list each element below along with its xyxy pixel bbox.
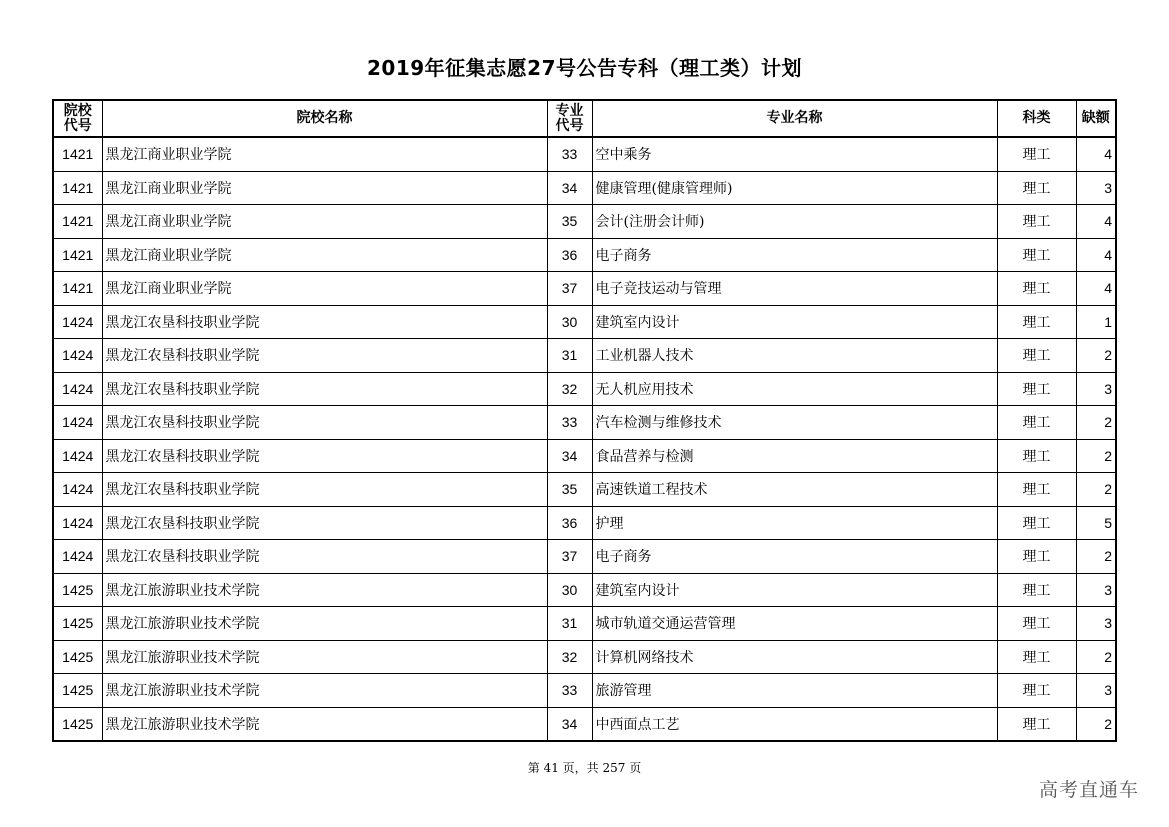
quota-cell: 5	[1076, 506, 1116, 540]
major-code-cell: 30	[547, 573, 592, 607]
major-code-cell: 37	[547, 540, 592, 574]
major-name-cell: 空中乘务	[592, 137, 997, 171]
major-code-cell: 36	[547, 238, 592, 272]
category-cell: 理工	[997, 607, 1076, 641]
major-name-cell: 电子商务	[592, 238, 997, 272]
category-cell: 理工	[997, 205, 1076, 239]
quota-cell: 2	[1076, 439, 1116, 473]
table-header-row	[53, 100, 1116, 137]
category-cell: 理工	[997, 272, 1076, 306]
major-code-cell: 33	[547, 674, 592, 708]
school-code-cell: 1425	[53, 607, 102, 641]
major-code-cell: 34	[547, 439, 592, 473]
major-name-cell: 会计(注册会计师)	[592, 205, 997, 239]
school-name-cell: 黑龙江旅游职业技术学院	[102, 573, 547, 607]
school-name-cell: 黑龙江商业职业学院	[102, 272, 547, 306]
category-cell: 理工	[997, 171, 1076, 205]
quota-cell: 2	[1076, 640, 1116, 674]
school-name-cell: 黑龙江旅游职业技术学院	[102, 607, 547, 641]
major-code-cell: 32	[547, 640, 592, 674]
school-name-cell: 黑龙江农垦科技职业学院	[102, 506, 547, 540]
category-cell: 理工	[997, 640, 1076, 674]
table-row	[53, 707, 1116, 741]
school-name-cell: 黑龙江商业职业学院	[102, 238, 547, 272]
category-cell: 理工	[997, 339, 1076, 373]
table-body	[53, 137, 1116, 741]
category-cell: 理工	[997, 540, 1076, 574]
header-quota: 缺额	[1076, 100, 1116, 137]
table-row	[53, 272, 1116, 306]
header-school-name: 院校名称	[102, 100, 547, 137]
table-row	[53, 506, 1116, 540]
table-row	[53, 372, 1116, 406]
major-name-cell: 护理	[592, 506, 997, 540]
major-name-cell: 食品营养与检测	[592, 439, 997, 473]
quota-cell: 3	[1076, 674, 1116, 708]
school-code-cell: 1425	[53, 573, 102, 607]
major-code-cell: 37	[547, 272, 592, 306]
quota-cell: 4	[1076, 238, 1116, 272]
major-name-cell: 电子竞技运动与管理	[592, 272, 997, 306]
school-name-cell: 黑龙江农垦科技职业学院	[102, 372, 547, 406]
quota-cell: 3	[1076, 171, 1116, 205]
header-school-code	[53, 100, 102, 137]
quota-cell: 2	[1076, 339, 1116, 373]
school-code-cell: 1424	[53, 473, 102, 507]
school-name-cell: 黑龙江旅游职业技术学院	[102, 707, 547, 741]
category-cell: 理工	[997, 506, 1076, 540]
table-row	[53, 607, 1116, 641]
major-name-cell: 计算机网络技术	[592, 640, 997, 674]
school-code-cell: 1421	[53, 238, 102, 272]
page-number-footer: 第 41 页，共 257 页	[527, 761, 642, 775]
quota-cell: 3	[1076, 573, 1116, 607]
school-name-cell: 黑龙江农垦科技职业学院	[102, 439, 547, 473]
school-code-cell: 1425	[53, 707, 102, 741]
table-row	[53, 573, 1116, 607]
major-name-cell: 旅游管理	[592, 674, 997, 708]
school-name-cell: 黑龙江商业职业学院	[102, 137, 547, 171]
table-row	[53, 238, 1116, 272]
school-name-cell: 黑龙江旅游职业技术学院	[102, 640, 547, 674]
major-code-cell: 30	[547, 305, 592, 339]
category-cell: 理工	[997, 473, 1076, 507]
quota-cell: 4	[1076, 137, 1116, 171]
school-code-cell: 1424	[53, 406, 102, 440]
school-code-cell: 1424	[53, 372, 102, 406]
quota-cell: 4	[1076, 272, 1116, 306]
school-code-cell: 1424	[53, 506, 102, 540]
table-row	[53, 339, 1116, 373]
header-category: 科类	[997, 100, 1076, 137]
quota-cell: 1	[1076, 305, 1116, 339]
school-name-cell: 黑龙江农垦科技职业学院	[102, 540, 547, 574]
school-code-cell: 1425	[53, 674, 102, 708]
school-code-cell: 1424	[53, 540, 102, 574]
major-name-cell: 高速铁道工程技术	[592, 473, 997, 507]
quota-cell: 2	[1076, 406, 1116, 440]
school-code-cell: 1421	[53, 272, 102, 306]
category-cell: 理工	[997, 573, 1076, 607]
quota-cell: 2	[1076, 473, 1116, 507]
table-row	[53, 406, 1116, 440]
quota-cell: 2	[1076, 540, 1116, 574]
category-cell: 理工	[997, 137, 1076, 171]
school-code-cell: 1421	[53, 137, 102, 171]
table-row	[53, 674, 1116, 708]
major-code-cell: 34	[547, 171, 592, 205]
major-name-cell: 汽车检测与维修技术	[592, 406, 997, 440]
table-row	[53, 137, 1116, 171]
major-name-cell: 电子商务	[592, 540, 997, 574]
major-code-cell: 31	[547, 339, 592, 373]
quota-cell: 2	[1076, 707, 1116, 741]
header-school-code-line2: 代号	[63, 117, 92, 134]
major-code-cell: 32	[547, 372, 592, 406]
major-name-cell: 工业机器人技术	[592, 339, 997, 373]
school-name-cell: 黑龙江旅游职业技术学院	[102, 674, 547, 708]
category-cell: 理工	[997, 372, 1076, 406]
major-code-cell: 35	[547, 205, 592, 239]
quota-cell: 3	[1076, 372, 1116, 406]
major-name-cell: 建筑室内设计	[592, 305, 997, 339]
category-cell: 理工	[997, 238, 1076, 272]
table-row	[53, 205, 1116, 239]
category-cell: 理工	[997, 707, 1076, 741]
school-code-cell: 1421	[53, 205, 102, 239]
category-cell: 理工	[997, 406, 1076, 440]
school-name-cell: 黑龙江农垦科技职业学院	[102, 305, 547, 339]
enrollment-plan-table	[52, 99, 1117, 742]
school-code-cell: 1424	[53, 439, 102, 473]
school-code-cell: 1421	[53, 171, 102, 205]
school-name-cell: 黑龙江商业职业学院	[102, 205, 547, 239]
table-row	[53, 305, 1116, 339]
major-code-cell: 36	[547, 506, 592, 540]
major-name-cell: 城市轨道交通运营管理	[592, 607, 997, 641]
table-row	[53, 540, 1116, 574]
school-name-cell: 黑龙江农垦科技职业学院	[102, 406, 547, 440]
major-code-cell: 31	[547, 607, 592, 641]
school-name-cell: 黑龙江商业职业学院	[102, 171, 547, 205]
header-school-code-line1: 院校	[63, 102, 92, 119]
table-row	[53, 473, 1116, 507]
watermark-text: 高考直通车	[1038, 779, 1139, 801]
header-major-code	[547, 100, 592, 137]
major-code-cell: 34	[547, 707, 592, 741]
school-name-cell: 黑龙江农垦科技职业学院	[102, 473, 547, 507]
school-code-cell: 1424	[53, 305, 102, 339]
page-title: 2019年征集志愿27号公告专科（理工类）计划	[367, 56, 802, 80]
school-name-cell: 黑龙江农垦科技职业学院	[102, 339, 547, 373]
major-name-cell: 健康管理(健康管理师)	[592, 171, 997, 205]
category-cell: 理工	[997, 439, 1076, 473]
header-major-code-line2: 代号	[555, 117, 584, 134]
category-cell: 理工	[997, 305, 1076, 339]
table-row	[53, 171, 1116, 205]
header-major-code-line1: 专业	[555, 102, 584, 119]
major-code-cell: 33	[547, 406, 592, 440]
quota-cell: 4	[1076, 205, 1116, 239]
category-cell: 理工	[997, 674, 1076, 708]
major-code-cell: 33	[547, 137, 592, 171]
table-row	[53, 439, 1116, 473]
school-code-cell: 1424	[53, 339, 102, 373]
header-major-name: 专业名称	[592, 100, 997, 137]
major-name-cell: 中西面点工艺	[592, 707, 997, 741]
major-code-cell: 35	[547, 473, 592, 507]
major-name-cell: 建筑室内设计	[592, 573, 997, 607]
table-row	[53, 640, 1116, 674]
quota-cell: 3	[1076, 607, 1116, 641]
school-code-cell: 1425	[53, 640, 102, 674]
major-name-cell: 无人机应用技术	[592, 372, 997, 406]
